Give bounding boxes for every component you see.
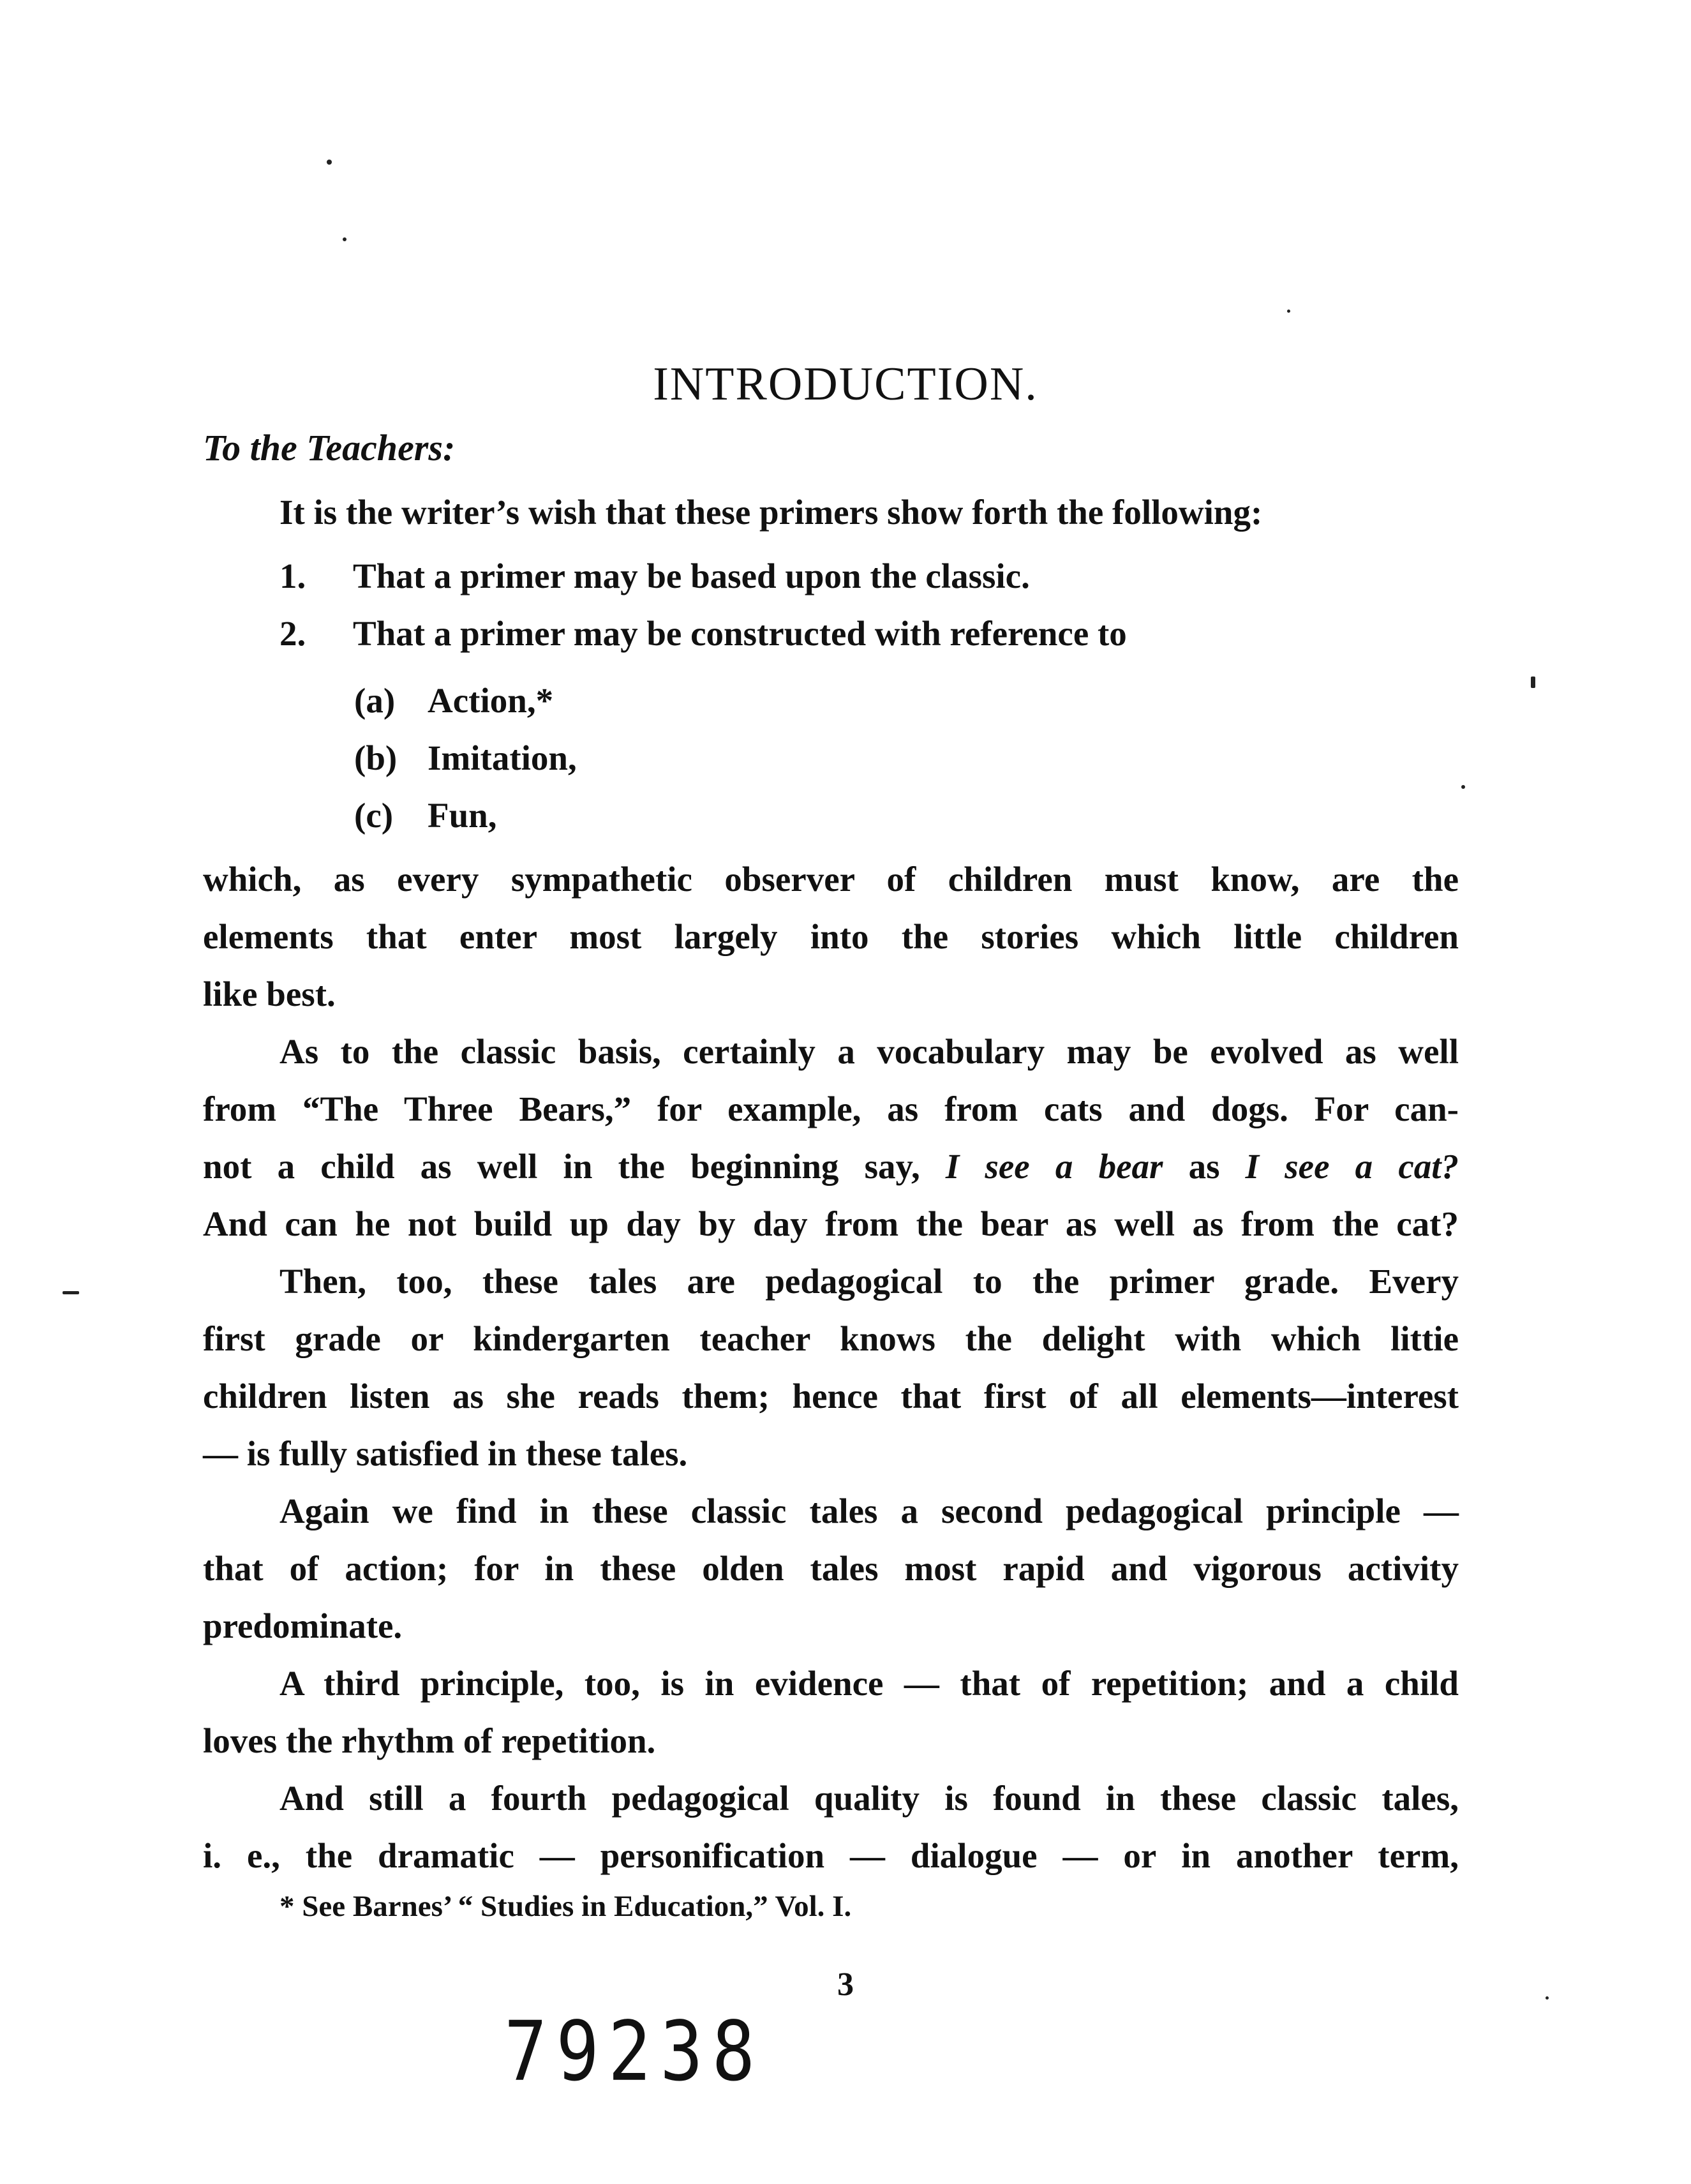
footnote: * See Barnes’ “ Studies in Education,” Vol. I. — [279, 1890, 852, 1923]
handwritten-accession-number: 79238 — [504, 2004, 764, 2100]
sub-list-item — [354, 740, 577, 775]
paragraph-line: children listen as she reads them; hence that first of all elements—interest — [203, 1377, 1459, 1416]
salutation: To the Teachers: — [203, 427, 456, 468]
scan-speck — [1461, 785, 1465, 789]
paragraph-line: Again we find in these classic tales a second pedagogical principle — — [279, 1492, 1459, 1530]
sub-list-letter: (b) — [354, 738, 398, 777]
sub-list-text: Fun, — [428, 796, 497, 835]
list-number: 2. — [279, 614, 306, 653]
text-run: as — [1188, 1147, 1220, 1186]
sub-list-item — [354, 683, 553, 718]
list-item — [279, 616, 1127, 651]
list-number: 1. — [279, 557, 306, 595]
paragraph-line: from “The Three Bears,” for example, as from cats and dogs. For can- — [203, 1089, 1459, 1128]
scan-speck — [63, 1291, 79, 1294]
list-text: That a primer may be constructed with reference to — [353, 614, 1127, 653]
paragraph-line: predominate. — [203, 1606, 403, 1645]
emphasis-text: I see a cat? — [1245, 1147, 1459, 1186]
page-title: INTRODUCTION. — [653, 358, 1038, 410]
paragraph-line: that of action; for in these olden tales most rapid and vigorous activity — [203, 1549, 1459, 1588]
list-item — [279, 558, 1030, 594]
paragraph-line: elements that enter most largely into the stories which little children — [203, 917, 1459, 956]
list-text: That a primer may be based upon the classic. — [353, 557, 1030, 595]
intro-line: It is the writer’s wish that these primers show forth the following: — [279, 493, 1263, 532]
emphasis-text: I see a bear — [945, 1147, 1163, 1186]
paragraph-line: — is fully satisfied in these tales. — [203, 1434, 688, 1473]
paragraph-line: And can he not build up day by day from the bear as well as from the cat? — [203, 1204, 1459, 1243]
paragraph-line: which, as every sympathetic observer of children must know, are the — [203, 860, 1459, 899]
scan-speck — [343, 237, 346, 241]
paragraph-line: And still a fourth pedagogical quality is found in these classic tales, — [279, 1779, 1459, 1818]
paragraph-line: Then, too, these tales are pedagogical to the primer grade. Every — [279, 1262, 1459, 1301]
sub-list-letter: (c) — [354, 796, 394, 835]
paragraph-line: i. e., the dramatic — personification — dialogue — or in another term, — [203, 1836, 1459, 1875]
paragraph-line: first grade or kindergarten teacher knows the delight with which littie — [203, 1319, 1459, 1358]
paragraph-line: like best. — [203, 975, 336, 1013]
paragraph-line: As to the classic basis, certainly a vocabulary may be evolved as well — [279, 1032, 1459, 1071]
sub-list-letter: (a) — [354, 681, 396, 720]
text-run: not a child as well in the beginning say, — [203, 1147, 920, 1186]
paragraph-line: A third principle, too, is in evidence — that of repetition; and a child — [279, 1664, 1459, 1703]
page-number: 3 — [837, 1966, 854, 2003]
paragraph-line: loves the rhythm of repetition. — [203, 1721, 656, 1760]
scan-speck — [1531, 677, 1535, 688]
sub-list-text: Action,* — [428, 681, 554, 720]
scan-speck — [327, 160, 332, 165]
paragraph-line — [203, 1149, 1459, 1184]
sub-list-text: Imitation, — [428, 738, 577, 777]
sub-list-item — [354, 798, 497, 833]
scan-speck — [1287, 310, 1290, 313]
